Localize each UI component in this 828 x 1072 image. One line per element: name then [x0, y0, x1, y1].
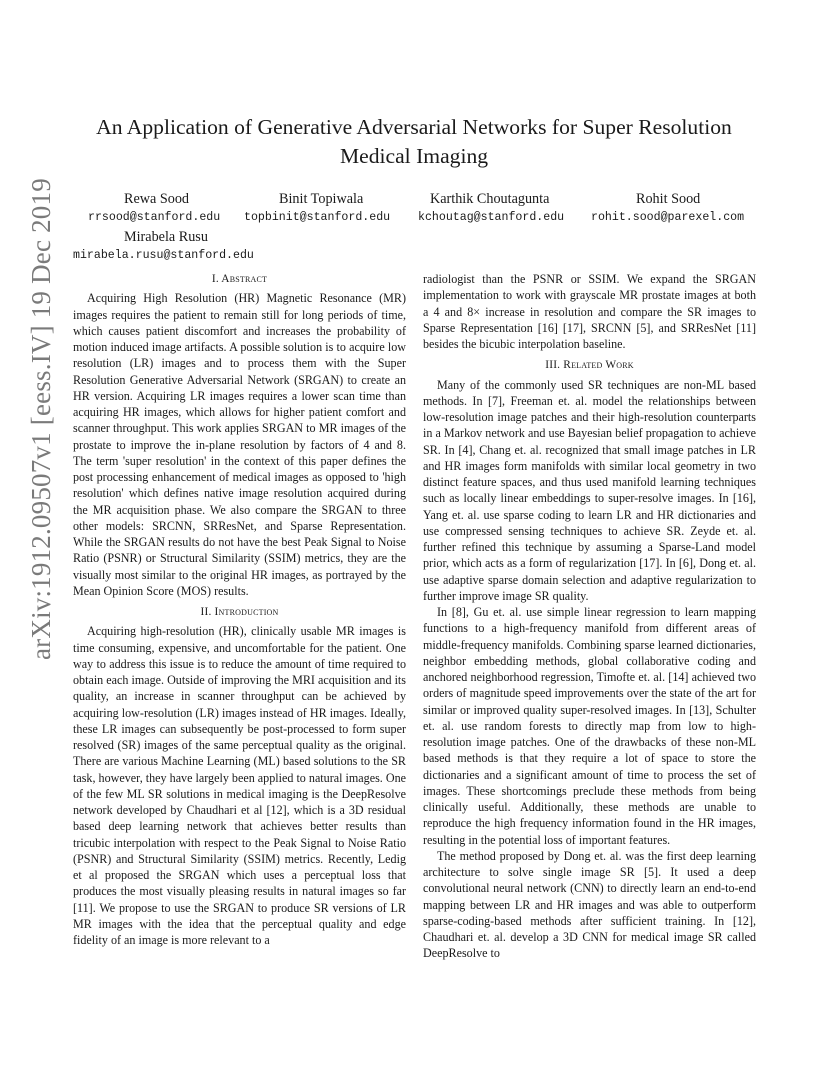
related-work-paragraph: In [8], Gu et. al. use simple linear regression to learn mapping functions to a high-frequency manifold from different areas of middle-frequency manifolds. Combining sparse learned dictionaries, neighbor embedding methods, global collaborative coding and anchored neighborhood regression, Timofte et. al. [14] achieved two orders of magnitude speed improvements over the state of the art for similar or improved quality super-resolved images. In [13], Schulter et. al. use random forests to directly map from low to high-resolution image patches. One of the drawbacks of these non-ML based methods is that they require a lot of space to store the dictionaries and a significant amount of time to process the set of images. These shortcomings preclude these methods from being clinically useful. Additionally, these methods are unable to reproduce the high frequency information found in the HR images, resulting in the potential loss of important features. [423, 605, 756, 847]
author-name: Karthik Choutagunta [430, 191, 550, 207]
author-email: rohit.sood@parexel.com [591, 211, 745, 224]
author-email: kchoutag@stanford.edu [418, 211, 565, 224]
section-heading-related-work: III. Related Work [545, 359, 634, 372]
author-name: Rewa Sood [124, 191, 190, 207]
author-email: rrsood@stanford.edu [88, 211, 221, 224]
author-name: Mirabela Rusu [124, 229, 208, 245]
paper-title: An Application of Generative Adversarial Networks for Super Resolution Medical Imaging [96, 115, 732, 168]
right-column [423, 271, 756, 962]
left-column [73, 271, 406, 948]
related-work-paragraph: Many of the commonly used SR techniques are non-ML based methods. In [7], Freeman et. al. model the relationships between low-resolution image patches and their high-resolution counterparts in a Markov network and use Bayesian belief propagation to achieve SR. In [4], Chang et. al. recognized that small image patches in LR and HR images form manifolds with similar local geometry in two distinct feature spaces, and thus used manifold learning techniques such as locally linear embeddings to super-resolve images. In [16], Yang et. al. use sparse coding to learn LR and HR dictionaries and use compressed sensing techniques to achieve SR. Zeyde et. al. further refined this technique by assuming a Sparse-Land model prior, which acts as a form of regularization [17]. In [6], Dong et. al. use adaptive sparse domain selection and adaptive regularization to further improve image SR quality. [423, 377, 756, 603]
author-name: Binit Topiwala [279, 191, 364, 207]
introduction-paragraph-continued: radiologist than the PSNR or SSIM. We expand the SRGAN implementation to work with grayscale MR prostate images at both a 4 and 8× increase in resolution and compare the SR images to Sparse Representation [16] [17], SRCNN [5], and SRResNet [11] besides the bicubic interpolation baseline. [423, 272, 756, 351]
author-email: mirabela.rusu@stanford.edu [73, 249, 254, 262]
abstract-paragraph: Acquiring High Resolution (HR) Magnetic Resonance (MR) images requires the patient to remain still for long periods of time, which causes patient discomfort and increases the probability of motion induced image artifacts. A possible solution is to acquire low resolution (LR) images and to process them with the Super Resolution Generative Adversarial Network (SRGAN) to create an HR version. Acquiring LR images requires a lower scan time than acquiring HR images, which allows for higher patient comfort and scanner throughput. This work applies SRGAN to MR images of the prostate to improve the in-plane resolution by factors of 4 and 8. The term 'super resolution' in the context of this paper defines the post processing enhancement of medical images as opposed to 'high resolution' which defines native image resolution acquired during the MR acquisition phase. We also compare the SRGAN to three other models: SRCNN, SRResNet, and Sparse Representation. While the SRGAN results do not have the best Peak Signal to Noise Ratio (PSNR) or Structural Similarity (SSIM) metrics, they are the visually most similar to the original HR images, as portrayed by the Mean Opinion Score (MOS) results. [73, 291, 406, 598]
author-name: Rohit Sood [636, 191, 701, 207]
author-email: topbinit@stanford.edu [244, 211, 391, 224]
arxiv-identifier-stamp: arXiv:1912.09507v1 [eess.IV] 19 Dec 2019 [26, 178, 56, 660]
introduction-paragraph: Acquiring high-resolution (HR), clinically usable MR images is time consuming, expensive, and uncomfortable for the patient. One way to address this issue is to reduce the amount of time required to obtain each image. Outside of improving the MRI acquisition and its quality, an increase in scanner throughput can be achieved by acquiring low-resolution (LR) images instead of HR images. Ideally, these LR images can subsequently be post-processed to form super resolved (SR) images of the same perceptual quality as the original. There are various Machine Learning (ML) based solutions to the SR task, however, they have largely been applied to natural images. One of the few ML SR solutions in medical imaging is the DeepResolve network developed by Chaudhari et al [12], which is a 3D residual based deep learning network that achieves better results than tricubic interpolation with respect to the Peak Signal to Noise Ratio (PSNR) and Structural Similarity (SSIM) metrics. Recently, Ledig et al proposed the SRGAN which uses a perceptual loss that produces the most visually pleasing results in natural images so far [11]. We propose to use the SRGAN to produce SR versions of LR MR images with the idea that the perceptual quality and edge fidelity of an image is more relevant to a [73, 624, 406, 947]
section-heading-abstract: I. Abstract [211, 273, 268, 285]
section-heading-introduction: II. Introduction [200, 606, 279, 618]
related-work-paragraph: The method proposed by Dong et. al. was the first deep learning architecture to solve single image SR [5]. It used a deep convolutional neural network (CNN) to directly learn an end-to-end mapping between LR and HR images and was able to outperform sparse-coding-based methods after sufficient training. In [12], Chaudhari et. al. develop a 3D CNN for medical image SR called DeepResolve to [423, 848, 756, 961]
